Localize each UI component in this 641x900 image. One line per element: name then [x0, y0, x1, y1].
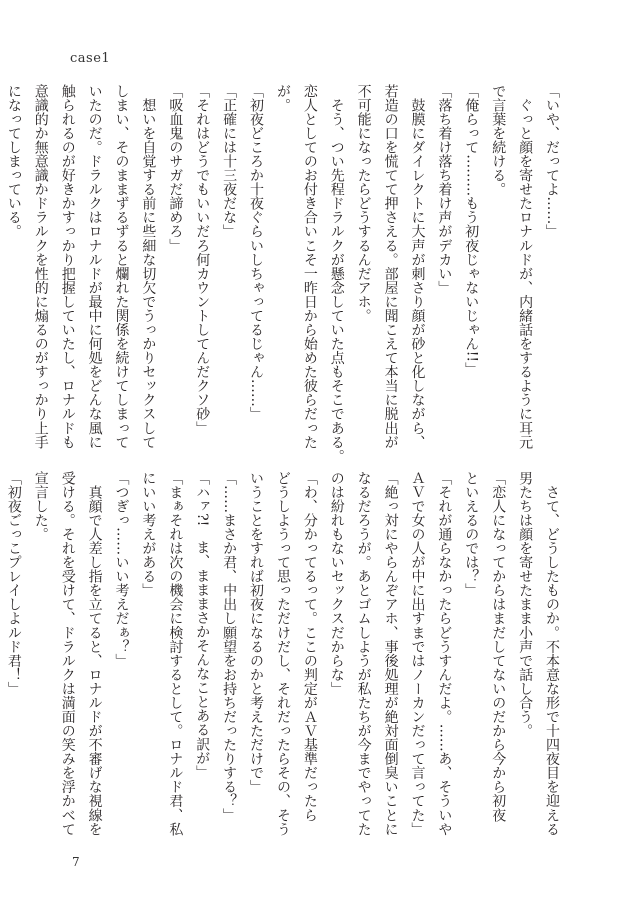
text-line: さて、どうしたものか。不本意な形で十四夜目を迎える [544, 471, 560, 837]
text-line: いうことをすれば初夜になるのかと考えただけで」 [248, 471, 265, 794]
text-line: 「まぁそれは次の機会に検討するとして。ロナルド君、私 [167, 471, 184, 837]
text-line: 「それが通らなかったらどうすんだよ。……あ、そういや [436, 471, 453, 837]
text-line: 恋人としてのお付き合いこそ一昨日から始めた彼らだった [301, 84, 318, 450]
text-line: 「初夜どころか十夜ぐらいしちゃってるじゃん……」 [248, 84, 265, 421]
text-line: 受ける。それを受けて、ドラルクは満面の笑みを浮かべて [59, 471, 76, 837]
text-line: 「つぎっ……いい考えだぁ？」 [113, 471, 130, 668]
text-line: 「俺らって………もう初夜じゃないじゃん!!」 [463, 84, 480, 377]
text-line: ＡＶで女の人が中に出すまではノーカンだって言ってた」 [409, 471, 426, 837]
text-line: 「正確には十三夜だな」 [221, 84, 238, 239]
text-line: 「……まさか君、中出し願望をお持ちだったりする？」 [221, 471, 238, 822]
text-line: 触られるのが好きかすっかり把握していたし、ロナルドも [59, 84, 76, 450]
text-line: 「落ち着け落ち着け声がデカい」 [436, 84, 453, 295]
text-block-top [5, 84, 565, 464]
text-line: にいい考えがある」 [140, 471, 157, 598]
text-line: といえるのでは？」 [463, 471, 480, 598]
text-line: いたのだ。ドラルクはロナルドが最中に何処をどんな風に [86, 84, 103, 450]
text-line: そう、つい先程ドラルクが懸念していた点もそこである。 [328, 84, 345, 464]
text-line: 「ハァ?! ま、まままさかそんなことある訳が」 [194, 471, 211, 780]
text-line: 男たちは顔を寄せたまま小声で話し合う。 [517, 471, 534, 738]
text-line: 若造の口を慌てて押さえる。部屋に聞こえて本当に脱出が [382, 84, 399, 450]
text-block-bottom [5, 471, 565, 837]
text-line: 「初夜ごっこプレイしよルド君！」 [5, 471, 22, 696]
text-line: 「いや、だってよ……」 [544, 84, 560, 239]
text-line: ぐっと顔を寄せたロナルドが、内緒話をするように耳元 [517, 84, 534, 450]
text-line: しまい、そのままずるずると爛れた関係を続けてしまって [113, 84, 130, 450]
text-line: 想いを自覚する前に些細な切欠でうっかりセックスして [140, 84, 157, 450]
text-line: 「絶っ対にやらんぞアホ、事後処理が絶対面倒臭いことに [382, 471, 399, 837]
text-line: になってしまっている。 [5, 84, 22, 239]
text-line: 「恋人になってからはまだしてないのだから今から初夜 [490, 471, 507, 822]
text-line: のは紛れもないセックスだからな」 [328, 471, 345, 696]
text-line: 宣言した。 [32, 471, 49, 542]
page-number: 7 [72, 855, 80, 869]
text-line: 不可能になったらどうするんだアホ。 [355, 84, 372, 323]
text-line: が。 [274, 84, 291, 113]
text-line: 「それはどうでもいいだろ何カウントしてんだクソ砂」 [194, 84, 211, 435]
text-line: 真顔で人差し指を立てると、ロナルドが不審げな視線を [86, 471, 103, 837]
text-line: なるだろうが。あとゴムしようが私たちが今までやってた [355, 471, 372, 837]
text-line: 鼓膜にダイレクトに大声が刺さり顔が砂と化しながら、 [409, 84, 426, 450]
text-line: で言葉を続ける。 [490, 84, 507, 197]
text-line: 意識的か無意識かドラルクを性的に煽るのがすっかり上手 [32, 84, 49, 450]
text-line: どうしようって思っただけだし、それだったらその、そう [274, 471, 291, 837]
text-line: 「吸血鬼のサガだ諦めろ」 [167, 84, 184, 253]
running-header: case1 [70, 51, 111, 66]
text-line: 「わ、分かってるって。ここの判定がＡＶ基準だったら [301, 471, 318, 822]
